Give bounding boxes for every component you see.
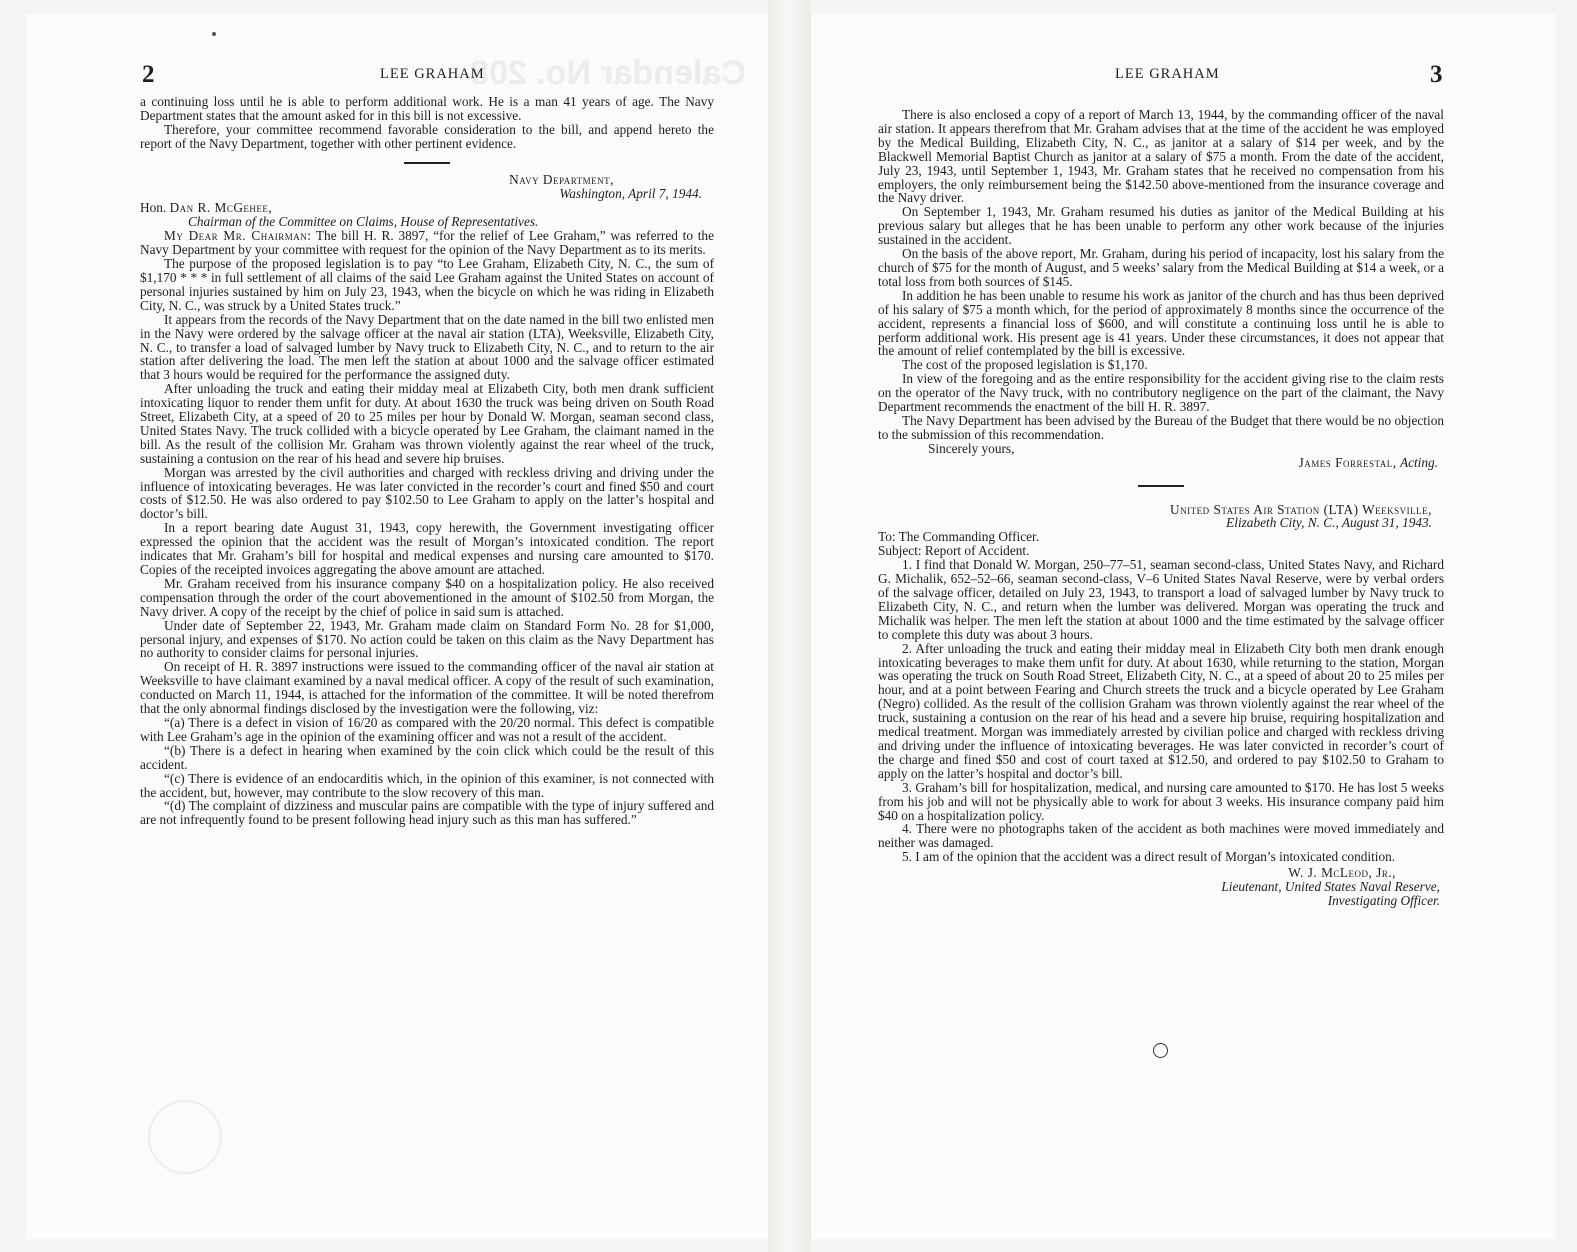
signature-line xyxy=(878,456,1444,470)
letter-paragraph-text: The bill H. R. 3897, “for the relief of Lee Graham,” was referred to the Navy Department by your committee with request for the opinion of the Navy Department as to its merits. xyxy=(140,228,714,258)
letter-paragraph: Mr. Graham received from his insurance company $40 on a hospitalization policy. He also received compensation through the order of the court abovementioned in the amount of $102.50 from Morgan, the Navy driver. A copy of the receipt by the chief of police in said sum is attached. xyxy=(140,575,714,619)
letter-paragraph: It appears from the records of the Navy Department that on the date named in the bill two enlisted men in the Navy were ordered by the salvage officer at the naval air station (LTA), Weeksville, Elizabeth City, N. C., to transfer a load of salvaged lumber by Navy truck to Elizabeth City, N. C., and to return to the air station after delivering the load. The men left the station at about 1000 and the salvage officer estimated that 3 hours would be required for the performance the assigned duty. xyxy=(140,311,714,383)
letter-paragraph: Under date of September 22, 1943, Mr. Graham made claim on Standard Form No. 28 for $1,000, personal injury, and expenses of $170. No action could be taken on this claim as the Navy Department has no authority to consider claims for personal injuries. xyxy=(140,617,714,661)
letter-paragraph xyxy=(140,229,714,257)
addressee-title: Chairman of the Committee on Claims, House of Representatives. xyxy=(188,214,539,230)
letter-paragraph: After unloading the truck and eating their midday meal at Elizabeth City, both men drank sufficient intoxicating liquor to render them unfit for duty. At about 1630 the truck was being driven on South Road Street, Elizabeth City, at a speed of 20 to 25 miles per hour by Donald W. Morgan, seaman second class, United States Navy. The truck collided with a bicycle operated by Lee Graham, the claimant named in the bill. As the result of the collision Mr. Graham was thrown violently against the rear wheel of the truck, sustaining a contusion on the rear of his head and severe hip bruises. xyxy=(140,381,714,466)
finding-item: “(a) There is a defect in vision of 16/20 as compared with the 20/20 normal. This defect is compatible with Lee Graham’s age in the opinion of the examining officer and was not a result of the accident. xyxy=(140,714,714,744)
report-item: 4. There were no photographs taken of the accident as both machines were moved immediately and neither was damaged. xyxy=(878,821,1444,851)
officer-rank: Lieutenant, United States Naval Reserve, xyxy=(1221,879,1440,895)
letter-paragraph: There is also enclosed a copy of a report of March 13, 1944, by the commanding officer of the naval air station. It appears therefrom that Mr. Graham advises that at the time of the accident he was employed by the Medical Building, Elizabeth City, N. C., as janitor at a salary of $14 per week, and by the Blackwell Memorial Baptist Church as janitor at a salary of $75 a month. From the date of the accident, July 23, 1943, until September 1, 1943, Mr. Graham states that he received no compensation from his employers, the only reimbursement being the $142.50 above-mentioned from the insurance coverage and the Navy driver. xyxy=(878,107,1444,206)
letter-paragraph: Morgan was arrested by the civil authorities and charged with reckless driving and driving under the influence of intoxicating beverages. He was later convicted in the recorder’s court and fined $50 and court costs of $12.50. He was also ordered to pay $102.50 to Lee Graham to apply on the latter’s hospital and doctor’s bill. xyxy=(140,464,714,522)
salutation: My Dear Mr. Chairman: xyxy=(164,228,312,244)
letter-paragraph: The Navy Department has been advised by the Bureau of the Budget that there would be no objection to the submission of this recommendation. xyxy=(878,412,1444,442)
subject-line: Subject: Report of Accident. xyxy=(878,543,1030,559)
intro-paragraph: Therefore, your committee recommend favorable consideration to the bill, and append hereto the report of the Navy Department, together with other pertinent evidence. xyxy=(140,121,714,151)
letter-paragraph: The cost of the proposed legislation is $1,170. xyxy=(902,357,1148,373)
closing: Sincerely yours, xyxy=(928,440,1015,456)
dept-heading: Navy Department, xyxy=(509,171,614,187)
signer-name: James Forrestal, xyxy=(1298,454,1397,470)
officer-name: W. J. McLeod, Jr., xyxy=(1288,865,1396,881)
section-rule xyxy=(1138,485,1184,487)
report-item: 5. I am of the opinion that the accident was a direct result of Morgan’s intoxicated condition. xyxy=(902,849,1396,865)
faint-stamp xyxy=(148,1100,222,1174)
bleed-through-text: Calendar No. 208 xyxy=(470,54,746,92)
addressee-prefix: Hon. xyxy=(140,200,167,216)
finding-item: “(b) There is a defect in hearing when examined by the coin click which could be the result of this accident. xyxy=(140,742,714,772)
signer-title: Acting. xyxy=(1399,454,1438,470)
left-running-head: LEE GRAHAM xyxy=(380,66,485,82)
left-page-number: 2 xyxy=(142,61,155,88)
letter-paragraph: In a report bearing date August 31, 1943, copy herewith, the Government investigating officer expressed the opinion that the accident was the result of Morgan’s intoxicated condition. The report indicates that Mr. Graham’s bill for hospital and medical expenses and nursing care amounted to $170. Copies of the receipted invoices aggregating the above amount are attached. xyxy=(140,520,714,577)
book-gutter xyxy=(768,0,810,1252)
officer-role: Investigating Officer. xyxy=(1327,892,1440,908)
letter-paragraph: In view of the foregoing and as the entire responsibility for the accident giving rise to the claim rests on the operator of the Navy truck, with no contributory negligence on the part of the claimant, the Navy Department recommends the enactment of the bill H. R. 3897. xyxy=(878,371,1444,415)
punch-hole-mark xyxy=(1153,1043,1168,1058)
speck-mark xyxy=(212,32,216,36)
right-body xyxy=(878,108,1444,908)
report-item: 1. I find that Donald W. Morgan, 250–77–51, seaman second-class, United States Navy, and Richard G. Michalik, 652–52–66, seaman second-class, V–6 United States Naval Reserve, were by verbal orders of the salvage officer, detailed on July 23, 1943, to transport a load of salvaged lumber by Navy truck to Elizabeth City, N. C., and return when the lumber was delivered. Morgan was operating the truck and Michalik was helper. The men left the station at about 1000 and the time estimated by the salvage officer to complete this duty was about 3 hours. xyxy=(878,557,1444,642)
finding-item: “(c) There is evidence of an endocarditis which, in the opinion of this examiner, is not connected with the accident, but, however, may contribute to the slow recovery of this man. xyxy=(140,770,714,800)
letter-paragraph: On September 1, 1943, Mr. Graham resumed his duties as janitor of the Medical Building at his previous salary but alleges that he has been unable to perform any other work because of the injuries sustained in the accident. xyxy=(878,204,1444,248)
letter-paragraph: On the basis of the above report, Mr. Graham, during his period of incapacity, lost his salary from the church of $75 for the month of August, and 5 weeks’ salary from the Medical Building at $14 a week, or a total loss from both sources of $145. xyxy=(878,246,1444,289)
letter-paragraph: The purpose of the proposed legislation is to pay “to Lee Graham, Elizabeth City, N. C., the sum of $1,170 * * * in full settlement of all claims of the said Lee Graham against the United States on account of personal injuries sustained by him on July 23, 1943, when the bicycle on which he was riding in Elizabeth City, N. C., was struck by a United States truck.” xyxy=(140,256,714,313)
finding-item: “(d) The complaint of dizziness and muscular pains are compatible with the type of injury suffered and are not infrequently found to be present following head injury such as this man has suffered.” xyxy=(140,798,714,828)
right-running-head: LEE GRAHAM xyxy=(1115,66,1220,82)
report-item: 3. Graham’s bill for hospitalization, medical, and nursing care amounted to $170. He has lost 5 weeks from his job and will not be physically able to work for about 3 weeks. His insurance company paid him $40 on a hospitalization policy. xyxy=(878,779,1444,823)
letter-paragraph: In addition he has been unable to resume his work as janitor of the church and has thus been deprived of his salary of $75 a month which, for the period of approximately 8 months since the occurrence of the accident, represents a financial loss of $600, and will constitute a continuing loss until he is able to perform additional work. His present age is 41 years. Under these circumstances, it does not appear that the amount of relief contemplated by the bill is excessive. xyxy=(878,287,1444,359)
station-heading: United States Air Station (LTA) Weeksville, xyxy=(1170,501,1432,517)
section-rule xyxy=(404,162,450,164)
addressee-name: Dan R. McGehee, xyxy=(169,200,273,216)
intro-paragraph: a continuing loss until he is able to perform additional work. He is a man 41 years of age. The Navy Department states that the amount asked for in this bill is not excessive. xyxy=(140,94,714,123)
left-body xyxy=(140,95,714,827)
to-line: To: The Commanding Officer. xyxy=(878,529,1040,545)
letter-paragraph: On receipt of H. R. 3897 instructions were issued to the commanding officer of the naval air station at Weeksville to have claimant examined by a naval medical officer. A copy of the result of such examination, conducted on March 11, 1944, is attached for the information of the committee. It will be noted therefrom that the only abnormal findings disclosed by the investigation were the following, viz: xyxy=(140,659,714,717)
right-page-number: 3 xyxy=(1430,61,1443,88)
report-item: 2. After unloading the truck and eating their midday meal in Elizabeth City both men drank enough intoxicating beverages to make them unfit for duty. At about 1630, while returning to the station, Morgan was operating the truck on South Road Street, Elizabeth City, N. C., at a speed of about 20 to 25 miles per hour, and at a point between Fearing and Church streets the truck and a bicycle operated by Lee Graham (Negro) collided. As the result of the collision Graham was thrown violently against the rear wheel of the truck, sustaining a contusion on the rear of his head and a severe hip bruise, requiring hospitalization and medical treatment. Morgan was immediately arrested by civilian police and charged with reckless driving and driving under the influence of intoxicating beverages. He was later convicted in recorder’s court of the charge and fined $50 and cost of court taxed at $12.50, and ordered to pay $102.50 to Graham to apply on the latter’s hospital and doctor’s bill. xyxy=(878,640,1444,781)
station-date: Elizabeth City, N. C., August 31, 1943. xyxy=(1226,515,1432,531)
dept-date: Washington, April 7, 1944. xyxy=(559,185,702,201)
